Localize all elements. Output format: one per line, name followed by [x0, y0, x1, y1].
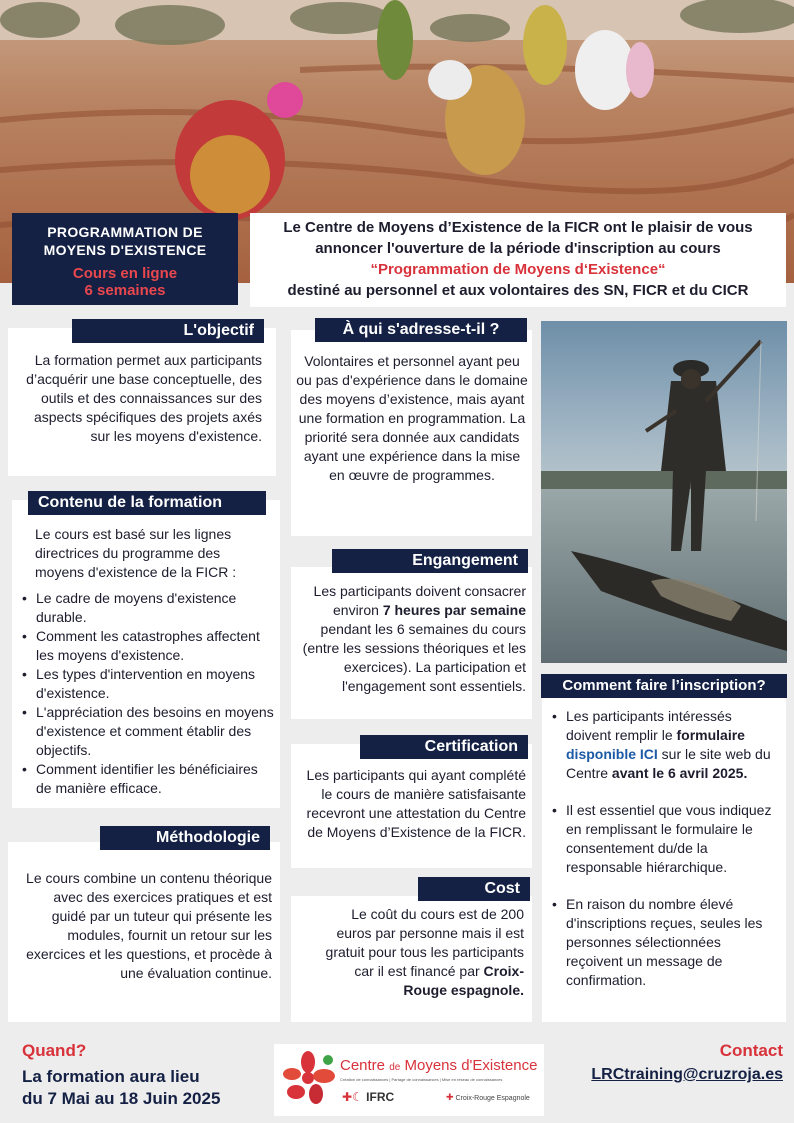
methodologie-body: Le cours combine un contenu théorique avec des exercices pratiques et est guidé par un tuteur qui présente les modules, fournit un retour sur les exercices et les questions, et procède à une évaluation continue. [26, 870, 272, 981]
inscription-list [550, 707, 776, 990]
objectif-title: L'objectif [72, 319, 264, 343]
contenu-title: Contenu de la formation [28, 491, 266, 515]
logo-name-4: d'Existence [461, 1057, 538, 1074]
badge-sub-1: Cours en ligne [72, 265, 178, 282]
cost-title: Cost [418, 877, 530, 901]
cost-funder: Croix-Rouge espagnole. [403, 963, 524, 998]
croix-rouge-logo [446, 1093, 530, 1103]
red-cross-icon: ✚ [446, 1092, 454, 1102]
when-line-2: du 7 Mai au 18 Juin 2025 [22, 1089, 221, 1108]
contact-label: Contact [719, 1041, 783, 1060]
certification-title: Certification [360, 735, 528, 759]
croix-rouge-label: Croix-Rouge Espagnole [455, 1095, 530, 1102]
engagement-hours: 7 heures par semaine [382, 602, 526, 618]
engagement-body [296, 582, 526, 696]
course-badge [12, 213, 238, 305]
list-item: • En raison du nombre élevé d'inscriptions reçues, seules les personnes sélectionnées reçoivent un message de confirmation. [550, 895, 776, 990]
when-line-1: La formation aura lieu [22, 1067, 200, 1086]
ifrc-logo [342, 1090, 394, 1104]
contenu-list [20, 589, 276, 798]
audience-body: Volontaires et personnel ayant peu ou pas d'expérience dans le domaine des moyens d’existence, mais ayant une formation en programmation. La priorité sera donnée aux candidats ayant une expérience dans la mise en œuvre de programmes. [296, 353, 528, 483]
list-item: • Comment identifier les bénéficiaires de manière efficace. [20, 760, 276, 798]
list-item: • Comment les catastrophes affectent les moyens d'existence. [20, 627, 276, 665]
inscription-form-word: formulaire [676, 727, 745, 743]
inscription-title: Comment faire l’inscription? [541, 674, 787, 698]
ifrc-label: IFRC [366, 1090, 395, 1104]
logo-name [340, 1058, 537, 1076]
intro-text-2: destiné au personnel et aux volontaires des SN, FICR et du CICR [287, 282, 749, 299]
flower-logo-icon [280, 1050, 336, 1106]
list-item [550, 707, 776, 783]
red-cross-icon: ✚ [342, 1090, 353, 1104]
intro-course-name: “Programmation de Moyens d‘Existence“ [370, 261, 666, 278]
footer-contact [560, 1040, 783, 1086]
when-label: Quand? [22, 1041, 87, 1060]
engagement-text-2: pendant les 6 semaines du cours (entre les sessions théoriques et les exercices). La participation et l'engagement sont essentiels. [302, 621, 526, 694]
audience-title: À qui s'adresse-t-il ? [315, 318, 527, 342]
list-item: • Les types d'intervention en moyens d'existence. [20, 665, 276, 703]
inscription-deadline: avant le 6 avril 2025. [611, 765, 748, 781]
intro-text-1: Le Centre de Moyens d’Existence de la FICR ont le plaisir de vous annoncer l'ouverture de la période d'inscription au cours [283, 219, 753, 257]
engagement-title: Engangement [332, 549, 528, 573]
cost-text: Le coût du cours est de 200 euros par personne mais il est gratuit pour tous les participants car il est financé par [325, 906, 524, 979]
contact-email-link[interactable]: LRCtraining@cruzroja.es [591, 1066, 783, 1083]
logo-tagline: Création de connaissances | Partage de connaissances | Mise en réseau de connaissances [340, 1077, 503, 1082]
intro-box [250, 213, 786, 307]
objectif-body: La formation permet aux participants d’acquérir une base conceptuelle, des outils et des connaissances sur des aspects spécifiques des projets axés sur les moyens d'existence. [26, 352, 262, 444]
methodologie-title: Méthodologie [100, 826, 270, 850]
logo-block [274, 1044, 544, 1116]
list-item: • L'appréciation des besoins en moyens d'existence et comment établir des objectifs. [20, 703, 276, 760]
inscription-item1-text: Les participants intéressés doivent remplir le [566, 708, 732, 743]
fisherman-photo [541, 321, 787, 663]
badge-sub-2: 6 semaines [84, 282, 166, 299]
footer-when [22, 1040, 272, 1110]
logo-name-2: de [389, 1062, 401, 1073]
list-item: • Il est essentiel que vous indiquez en remplissant le formulaire le consentement du/de la responsable hiérarchique. [550, 801, 776, 877]
logo-name-3: Moyens [404, 1057, 458, 1074]
cost-body [320, 905, 524, 1000]
badge-title: PROGRAMMATION DE MOYENS D'EXISTENCE [43, 224, 207, 258]
engagement-text-1: Les participants doivent consacrer environ [313, 583, 526, 618]
inscription-item1-text-2: sur le site web du Centre [566, 746, 771, 781]
red-crescent-icon: ☾ [352, 1090, 363, 1104]
logo-name-1: Centre [340, 1057, 386, 1074]
contenu-intro: Le cours est basé sur les lignes directrices du programme des moyens d'existence de la FICR : [35, 526, 237, 580]
list-item: • Le cadre de moyens d'existence durable. [20, 589, 276, 627]
registration-form-link[interactable]: disponible ICI [566, 746, 658, 762]
certification-body: Les participants qui ayant complété le cours de manière satisfaisante recevront une attestation du Centre de Moyens d’Existence de la FICR. [306, 767, 526, 840]
